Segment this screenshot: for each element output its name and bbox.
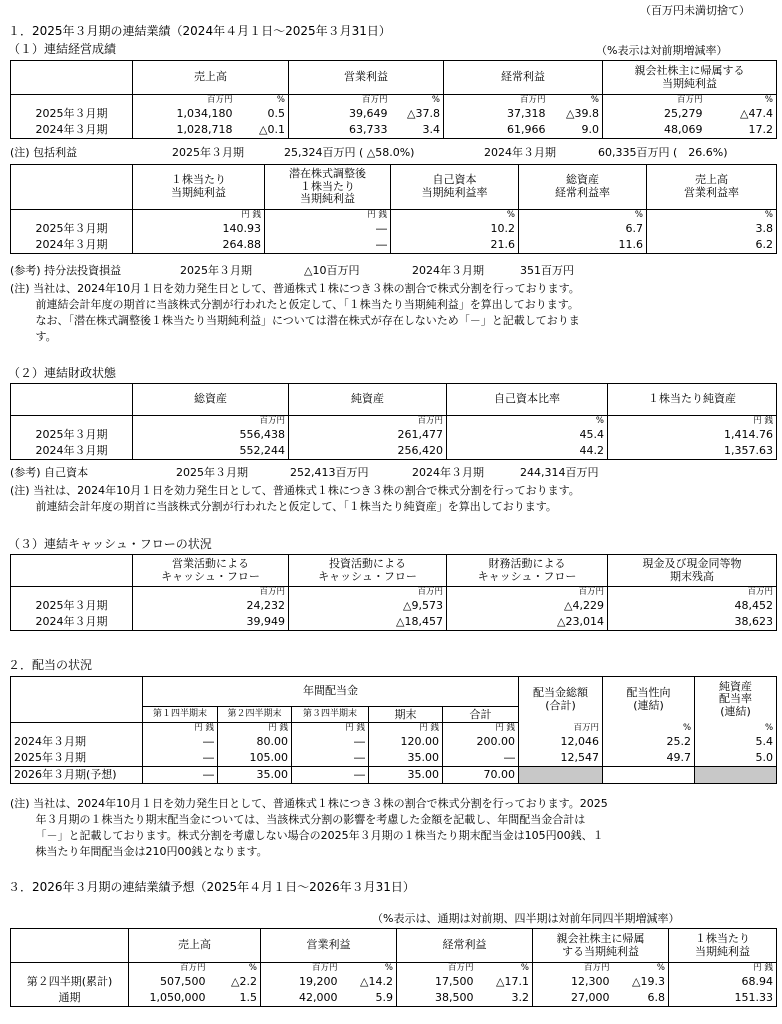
table-row: 2025年３月期 556,438 261,477 45.4 1,414.76 <box>11 427 777 443</box>
header-ordinary-profit: 経常利益 <box>444 61 603 95</box>
table-row: 2024年３月期 1,028,718 △0.1 63,733 3.4 61,966 9.0 48,069 17.2 <box>11 122 777 138</box>
subsection-title-operating-results: （１）連結経営成績 <box>8 42 117 56</box>
note-line: 「－」と記載しております。株式分割を考慮しない場合の2025年３月期の１株当たり期末配当金は105円00銭、１ <box>10 829 604 842</box>
forecast-pct-note: （%表示は、通期は対前期、四半期は対前年同四半期増減率） <box>372 912 680 925</box>
header-total: 合計 <box>443 707 519 723</box>
header-equity-ratio: 自己資本比率 <box>447 384 608 416</box>
table-row: 2024年３月期 264.88 ― 21.6 11.6 6.2 <box>11 237 777 253</box>
table-row: 2024年３月期 ― 80.00 ― 120.00 200.00 12,046 25.2 5.4 <box>11 734 777 750</box>
note-line: なお、「潜在株式調整後１株当たり当期純利益」については潜在株式が存在しないため「－」と記載しておりま <box>10 314 580 327</box>
operating-results-table: 売上高 営業利益 経常利益 親会社株主に帰属する 当期純利益 百万円 % 百万円 % 百万円 % 百万円 % 2025年３月期 1,034,180 0.5 39,649 △37.8 37,318 △39.8 25,279 △47.4 2024年３月期 1,028,718 △0.1 63,733 3.4 61,966 9.0 48,069 17.2 <box>10 60 777 139</box>
header-q1: 第１四半期末 <box>143 707 218 723</box>
financial-position-table: 総資産 純資産 自己資本比率 １株当たり純資産 百万円 百万円 % 円 銭 2025年３月期 556,438 261,477 45.4 1,414.76 2024年３月期 552,244 256,420 44.2 1,357.63 <box>10 383 777 460</box>
header-net-income: 親会社株主に帰属する 当期純利益 <box>603 61 777 95</box>
table-row: 2026年３月期(予想) ― 35.00 ― 35.00 70.00 <box>11 766 777 783</box>
header-bps: １株当たり純資産 <box>608 384 777 416</box>
subsection-title-financial-position: （２）連結財政状態 <box>8 366 117 380</box>
header-roa: 総資産 経常利益率 <box>519 165 647 210</box>
header-operating-cf: 営業活動による キャッシュ・フロー <box>133 555 289 587</box>
table-row: 2025年３月期 1,034,180 0.5 39,649 △37.8 37,318 △39.8 25,279 △47.4 <box>11 106 777 122</box>
note-line: 年３月期の１株当たり期末配当金については、当該株式分割の影響を考慮した金額を記載し、年間配当金合計は <box>10 813 586 826</box>
header-net-income: 親会社株主に帰属 する当期純利益 <box>533 929 669 963</box>
note-line: す。 <box>10 330 57 343</box>
note-line: 株当たり年間配当金は210円00銭となります。 <box>10 845 268 858</box>
header-net-assets: 純資産 <box>289 384 447 416</box>
header-cash-balance: 現金及び現金同等物 期末残高 <box>608 555 777 587</box>
per-share-table: １株当たり 当期純利益 潜在株式調整後 １株当たり 当期純利益 自己資本 当期純利益率 総資産 経常利益率 売上高 営業利益率 円 銭 円 銭 % % % 2025年３月期 140.93 ― 10.2 6.7 3.8 2024年３月期 264.88 ― 21.6 11.6 6.2 <box>10 164 777 254</box>
header-doe: 純資産 配当率 (連結) <box>695 677 777 723</box>
section-title-forecast: ３．2026年３月期の連結業績予想（2025年４月１日～2026年３月31日） <box>8 880 415 894</box>
header-operating-margin: 売上高 営業利益率 <box>647 165 777 210</box>
comprehensive-income-2025: 25,324百万円 ( △58.0%) <box>284 146 415 159</box>
equity-2024: 244,314百万円 <box>520 466 599 479</box>
comprehensive-income-2024: 60,335百万円 ( 26.6%) <box>598 146 728 159</box>
header-financing-cf: 財務活動による キャッシュ・フロー <box>447 555 608 587</box>
table-row: 通期 1,050,000 1.5 42,000 5.9 38,500 3.2 27,000 6.8 151.33 <box>11 990 777 1006</box>
equity-method-label: (参考) 持分法投資損益 <box>10 264 122 277</box>
unit-note: （百万円未満切捨て） <box>640 4 750 17</box>
header-annual-dividend: 年間配当金 <box>143 677 519 707</box>
subsection-title-cash-flow: （３）連結キャッシュ・フローの状況 <box>8 537 212 551</box>
equity-label: (参考) 自己資本 <box>10 466 89 479</box>
cash-flow-table: 営業活動による キャッシュ・フロー 投資活動による キャッシュ・フロー 財務活動による キャッシュ・フロー 現金及び現金同等物 期末残高 百万円 百万円 百万円 百万円 2025年３月期 24,232 △9,573 △4,229 48,452 2024年３月期 39,949 △18,457 △23,014 38,623 <box>10 554 777 631</box>
table-row: 2025年３月期 ― 105.00 ― 35.00 ― 12,547 49.7 5.0 <box>11 750 777 766</box>
note-line: (注) 当社は、2024年10月１日を効力発生日として、普通株式１株につき３株の割合で株式分割を行っております。2025 <box>10 797 608 810</box>
header-operating-profit: 営業利益 <box>289 61 444 95</box>
note-line: (注) 当社は、2024年10月１日を効力発生日として、普通株式１株につき３株の割合で株式分割を行っております。 <box>10 282 580 295</box>
pct-note: （%表示は対前期増減率） <box>596 44 728 57</box>
header-year-end: 期末 <box>369 707 443 723</box>
header-q3: 第３四半期末 <box>292 707 369 723</box>
header-ordinary-profit: 経常利益 <box>397 929 533 963</box>
header-total-assets: 総資産 <box>133 384 289 416</box>
header-sales: 売上高 <box>129 929 261 963</box>
section-title-results: １．2025年３月期の連結業績（2024年４月１日～2025年３月31日） <box>8 24 391 38</box>
dividends-table: 年間配当金 配当金総額 (合計) 配当性向 (連結) 純資産 配当率 (連結) 第１四半期末 第２四半期末 第３四半期末 期末 合計 円 銭 円 銭 円 銭 円 銭 円 銭 百万円 % % 2024年３月期 ― 80.00 ― 120.00 200.00 12,046 25.2 5.4 2025年３月期 ― 105.00 ― 35.00 ― 12,547 49.7 5.0 2026年３月期(予想) ― 35.00 ― 35.00 70.00 <box>10 676 777 784</box>
table-row: 第２四半期(累計) 507,500 △2.2 19,200 △14.2 17,500 △17.1 12,300 △19.3 68.94 <box>11 974 777 990</box>
section-title-dividends: ２．配当の状況 <box>8 658 93 672</box>
header-q2: 第２四半期末 <box>218 707 292 723</box>
header-eps: １株当たり 当期純利益 <box>133 165 265 210</box>
note-line: 前連結会計年度の期首に当該株式分割が行われたと仮定して、「１株当たり当期純利益」を算出しております。 <box>10 298 579 311</box>
table-row: 2024年３月期 552,244 256,420 44.2 1,357.63 <box>11 443 777 459</box>
header-operating-profit: 営業利益 <box>261 929 397 963</box>
comprehensive-income-label: (注) 包括利益 <box>10 146 78 159</box>
header-roe: 自己資本 当期純利益率 <box>391 165 519 210</box>
table-row: 2025年３月期 140.93 ― 10.2 6.7 3.8 <box>11 221 777 237</box>
header-total-dividends: 配当金総額 (合計) <box>519 677 603 723</box>
table-row: 2025年３月期 24,232 △9,573 △4,229 48,452 <box>11 598 777 614</box>
note-line: 前連結会計年度の期首に当該株式分割が行われたと仮定して、「１株当たり純資産」を算出しております。 <box>10 500 557 513</box>
table-row: 2024年３月期 39,949 △18,457 △23,014 38,623 <box>11 614 777 630</box>
header-payout-ratio: 配当性向 (連結) <box>603 677 695 723</box>
header-diluted-eps: 潜在株式調整後 １株当たり 当期純利益 <box>265 165 391 210</box>
equity-method-2024: 351百万円 <box>520 264 574 277</box>
header-sales: 売上高 <box>133 61 289 95</box>
equity-method-2025: △10百万円 <box>304 264 360 277</box>
header-investing-cf: 投資活動による キャッシュ・フロー <box>289 555 447 587</box>
forecast-table: 売上高 営業利益 経常利益 親会社株主に帰属 する当期純利益 １株当たり 当期純利益 百万円 % 百万円 % 百万円 % 百万円 % 円 銭 第２四半期(累計) 507,500 △2.2 19,200 △14.2 17,500 △17.1 12,300 △19.3 68.94 通期 1,050,000 1.5 42,000 5.9 38,500 3.2 27,000 6.8 151.33 <box>10 928 777 1007</box>
header-eps: １株当たり 当期純利益 <box>669 929 777 963</box>
note-line: (注) 当社は、2024年10月１日を効力発生日として、普通株式１株につき３株の割合で株式分割を行っております。 <box>10 484 580 497</box>
equity-2025: 252,413百万円 <box>290 466 369 479</box>
